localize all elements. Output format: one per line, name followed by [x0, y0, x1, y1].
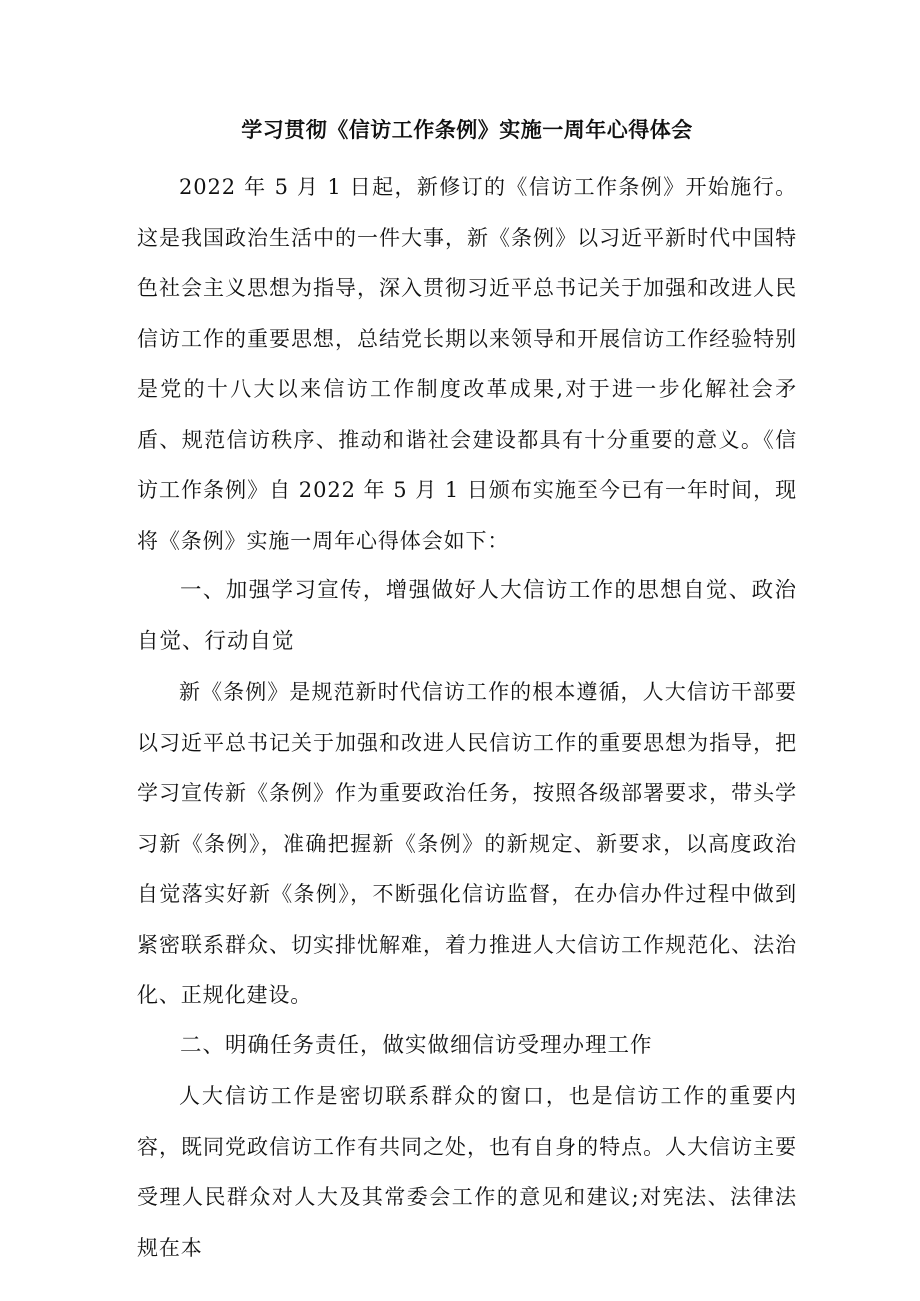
- section-1-body: 新《条例》是规范新时代信访工作的根本遵循，人大信访干部要以习近平总书记关于加强和改进人民信访工作的重要思想为指导，把学习宣传新《条例》作为重要政治任务，按照各级部署要求，带头学习新《条例》，准确把握新《条例》的新规定、新要求，以高度政治自觉落实好新《条例》，不断强化信访监督，在办信办件过程中做到紧密联系群众、切实排忧解难，着力推进人大信访工作规范化、法治化、正规化建设。: [137, 680, 797, 1007]
- document-title: 学习贯彻《信访工作条例》实施一周年心得体会: [241, 117, 693, 142]
- section-1-heading: 一、加强学习宣传，增强做好人大信访工作的思想自觉、政治自觉、行动自觉: [137, 578, 797, 654]
- section-2-heading: 二、明确任务责任，做实做细信访受理办理工作: [180, 1032, 653, 1058]
- intro-paragraph: 2022 年 5 月 1 日起，新修订的《信访工作条例》开始施行。这是我国政治生活中的一件大事，新《条例》以习近平新时代中国特色社会主义思想为指导，深入贯彻习近平总书记关于加强和改进人民信访工作的重要思想，总结党长期以来领导和开展信访工作经验特别是党的十八大以来信访工作制度改革成果,对于进一步化解社会矛盾、规范信访秩序、推动和谐社会建设都具有十分重要的意义。《信访工作条例》自 2022 年 5 月 1 日颁布实施至今已有一年时间，现将《条例》实施一周年心得体会如下：: [137, 175, 797, 553]
- section-2-body: 人大信访工作是密切联系群众的窗口，也是信访工作的重要内容，既同党政信访工作有共同之处，也有自身的特点。人大信访主要受理人民群众对人大及其常委会工作的意见和建议;对宪法、法律法规在本: [137, 1084, 797, 1260]
